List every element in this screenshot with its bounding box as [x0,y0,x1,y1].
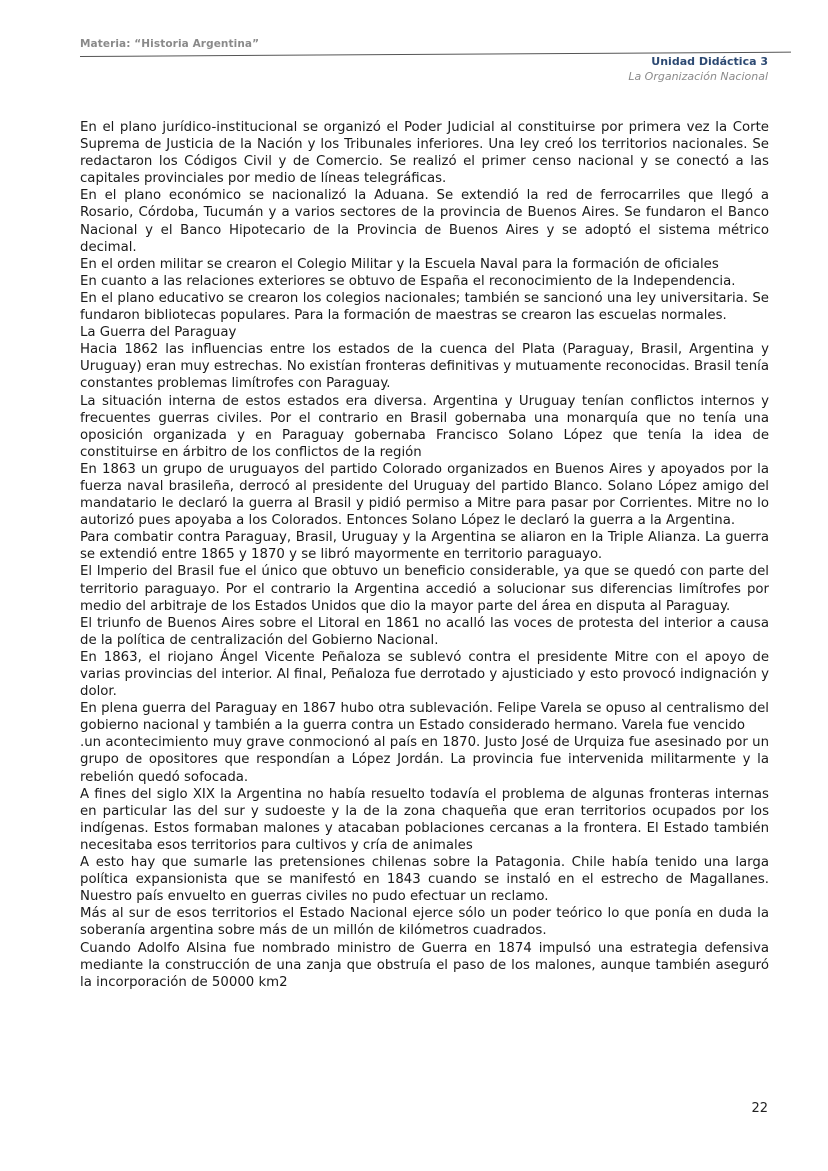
paragraph: Para combatir contra Paraguay, Brasil, Uruguay y la Argentina se aliaron en la Triple Alianza. La guerra se extendió entre 1865 y 1870 y se libró mayormente en territorio paraguayo. [80,530,769,563]
unit-label: Unidad Didáctica 3 [651,55,768,68]
page-number: 22 [751,1101,768,1116]
paragraph: En 1863 un grupo de uruguayos del partido Colorado organizados en Buenos Aires y apoyados por la fuerza naval brasileña, derrocó al presidente del Uruguay del partido Blanco. Solano López amigo del mandatario le declaró la guerra al Brasil y pidió permiso a Mitre para pasar por Corrientes. Mitre no lo autorizó pues apoyaba a los Colorados. Entonces Solano López le declaró la guerra a la Argentina. [80,461,769,529]
paragraph: Más al sur de esos territorios el Estado Nacional ejerce sólo un poder teórico lo que ponía en duda la soberanía argentina sobre más de un millón de kilómetros cuadrados. [80,906,769,939]
section-heading: La Guerra del Paraguay [80,325,237,341]
paragraph: En el plano económico se nacionalizó la Aduana. Se extendió la red de ferrocarriles que llegó a Rosario, Córdoba, Tucumán y a varios sectores de la provincia de Buenos Aires. Se fundaron el Banco Nacional y el Banco Hipotecario de la Provincia de Buenos Aires y se adoptó el sistema métrico decimal. [80,188,769,255]
paragraph: La situación interna de estos estados era diversa. Argentina y Uruguay tenían conflictos internos y frecuentes guerras civiles. Por el contrario en Brasil gobernaba una monarquía que no tenía una oposición organizada y en Paraguay gobernaba Francisco Solano López que tenía la idea de constituirse en árbitro de los conflictos de la región [80,393,769,460]
paragraph: Cuando Adolfo Alsina fue nombrado ministro de Guerra en 1874 impulsó una estrategia defensiva mediante la construcción de una zanja que obstruía el paso de los malones, aunque también aseguró la incorporación de 50000 km2 [80,940,769,990]
paragraph: En el plano educativo se crearon los colegios nacionales; también se sancionó una ley universitaria. Se fundaron bibliotecas populares. Para la formación de maestras se crearon las escuelas normales. [80,290,769,324]
paragraph: En el orden militar se crearon el Colegio Militar y la Escuela Naval para la formación de oficiales [80,256,719,272]
body-text [80,119,769,991]
paragraph: En 1863, el riojano Ángel Vicente Peñaloza se sublevó contra el presidente Mitre con el apoyo de varias provincias del interior. Al final, Peñaloza fue derrotado y ajusticiado y esto provocó indignación y dolor. [80,649,769,700]
paragraph: El Imperio del Brasil fue el único que obtuvo un beneficio considerable, ya que se quedó con parte del territorio paraguayo. Por el contrario la Argentina accedió a solucionar sus diferencias limítrofes por medio del arbitraje de los Estados Unidos que dio la mayor parte del área en disputa al Paraguay. [80,564,769,614]
paragraph: A fines del siglo XIX la Argentina no había resuelto todavía el problema de algunas fronteras internas en particular las del sur y sudoeste y la de la zona chaqueña que eran territorios ocupados por los indígenas. Estos formaban malones y atacaban poblaciones cercanas a la frontera. El Estado también necesitaba esos territorios para cultivos y cría de animales [80,786,769,853]
paragraph: El triunfo de Buenos Aires sobre el Litoral en 1861 no acalló las voces de protesta del interior a causa de la política de centralización del Gobierno Nacional. [80,615,769,648]
paragraph: Hacia 1862 las influencias entre los estados de la cuenca del Plata (Paraguay, Brasil, Argentina y Uruguay) eran muy estrechas. No existían fronteras definitivas y mutuamente reconocidas. Brasil tenía constantes problemas limítrofes con Paraguay. [80,342,769,392]
paragraph: A esto hay que sumarle las pretensiones chilenas sobre la Patagonia. Chile había tenido una larga política expansionista que se manifestó en 1843 cuando se instaló en el estrecho de Magallanes. Nuestro país envuelto en guerras civiles no pudo efectuar un reclamo. [80,855,769,905]
paragraph: En el plano jurídico-institucional se organizó el Poder Judicial al constituirse por primera vez la Corte Suprema de Justicia de la Nación y los Tribunales inferiores. Una ley creó los territorios nacionales. Se redactaron los Códigos Civil y de Comercio. Se realizó el primer censo nacional y se conectó a las capitales provinciales por medio de líneas telegráficas. [80,120,769,187]
paragraph: En plena guerra del Paraguay en 1867 hubo otra sublevación. Felipe Varela se opuso al centralismo del gobierno nacional y también a la guerra contra un Estado considerado hermano. Varela fue vencido [80,701,769,734]
unit-title: La Organización Nacional [628,70,768,83]
paragraph: .un acontecimiento muy grave conmocionó al país en 1870. Justo José de Urquiza fue asesinado por un grupo de opositores que respondían a López Jordán. La provincia fue intervenida militarmente y la rebelión quedó sofocada. [80,735,769,785]
subject-header: Materia: “Historia Argentina” [80,38,260,50]
paragraph: En cuanto a las relaciones exteriores se obtuvo de España el reconocimiento de la Independencia. [80,273,736,289]
